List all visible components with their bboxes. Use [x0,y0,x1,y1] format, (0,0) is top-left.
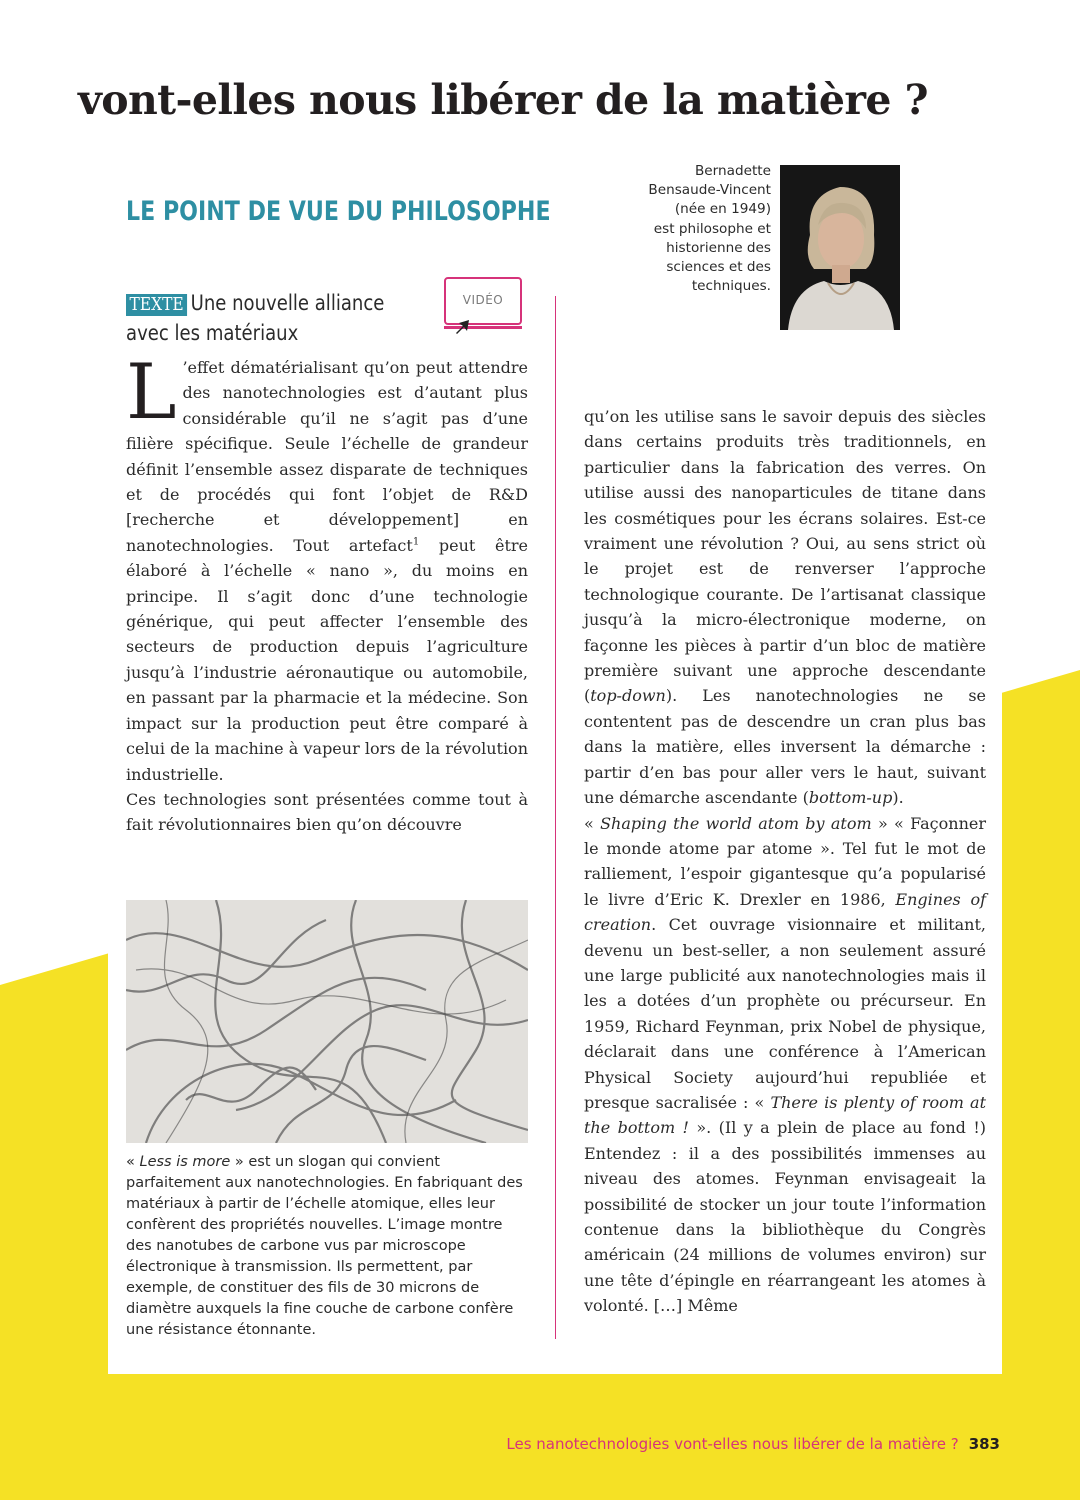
paragraph-text: . Cet ouvrage visionnaire et militant, devenu un best-seller, a non seulement assuré une large publicité aux nanotechnologies mais il les a dotées d’un prophète ou précurseur. En 1959, Richard Feynman, prix Nobel de physique, déclarait dans une conférence à l’American Physical Society aujourd’hui republiée et presque sacralisée : « [584,915,986,1112]
author-portrait [780,165,900,330]
paragraph-text: qu’on les utilise sans le savoir depuis des siècles dans certains produits très traditionnels, en particulier dans la fabrication des verres. On utilise aussi des nanoparticules de titane dans les cosmétiques pour les écrans solaires. Est-ce vraiment une révolution ? Oui, au sens strict où le projet est de renverser l’approche technologique courante. De l’artisanat classique jusqu’à la micro-électronique moderne, on façonne les pièces à partir d’un bloc de matière première suivant une approche descendante ( [584,407,986,706]
text-heading-line1: Une nouvelle alliance [190,291,385,315]
paragraph [584,811,986,1319]
author-line: historienne des [666,239,771,256]
footnote-mark: 1 [412,536,420,548]
paragraph-text: ». (Il y a plein de place au fond !) Entendez : il a des possibilités immenses au niveau des atomes. Feynman envisageait la possibilité de stocker un jour toute l’information contenue dans la bibliothèque du Congrès américain (24 millions de volumes environ) sur une tête d’épingle en réarrangeant les atomes à volonté. […] Même [584,1118,986,1316]
nanotube-micrograph [126,900,528,1143]
footer-title: Les nanotechnologies vont-elles nous libérer de la matière ? [506,1435,959,1453]
drop-cap: L [126,347,177,436]
paragraph: Ces technologies sont présentées comme tout à fait révolutionnaires bien qu’on découvre [126,789,528,835]
paragraph-text: « [584,813,601,833]
italic-term: Shaping the world atom by atom [600,813,872,833]
caption-text: » est un slogan qui convient parfaitement aux nanotechnologies. En fabriquant des matériaux à partir de l’échelle atomique, elles leur confèrent des propriétés nouvelles. L’image montre des nanotubes de carbone vus par microscope électronique à transmission. Ils permettent, par exemple, de constituer des fils de 30 microns de diamètre auxquels la fine couche de carbone confère une résistance étonnante. [126,1154,523,1338]
text-heading-line2: avec les matériaux [126,321,299,345]
paragraph [584,404,986,811]
paragraph-text: ’effet dématérialisant qu’on peut attendre des nanotechnologies est d’autant plus considérable qu’il ne s’agit pas d’une filière spécifique. Seule l’échelle de grandeur définit l’ensemble assez disparate de techniques et de procédés qui font l’objet de R&D [recherche et développement] en nanotechnologies. Tout artefact [126,358,528,555]
author-line: techniques. [691,278,771,295]
paragraph-text: ). Les nanotechnologies ne se contentent pas de descendre un cran plus bas dans la matière, elles inversent la démarche : partir d’en bas pour aller vers le haut, suivant une démarche ascendante ( [584,686,986,808]
video-button-label: VIDÉO [462,293,504,307]
cursor-arrow-icon [454,319,470,335]
photo-caption [126,1152,528,1341]
caption-text: « [126,1154,140,1170]
author-caption [620,162,771,296]
paragraph-text: peut être élaboré à l’échelle « nano », du moins en principe. Il s’agit donc d’une technologie générique, qui peut affecter l’ensemble des secteurs de production depuis l’agriculture jusqu’à l’industrie aéronautique ou automobile, en passant par la pharmacie et la médecine. Son impact sur la production peut être comparé à celui de la machine à vapeur lors de la révolution industrielle. [126,535,528,784]
left-column [126,347,528,838]
column-divider [555,296,556,1339]
author-line: (née en 1949) [674,201,771,218]
page-footer [506,1434,1000,1453]
italic-term: There is plenty of room at the bottom ! [584,1092,987,1138]
page-number: 383 [968,1435,1000,1453]
italic-term: bottom-up [808,788,893,808]
paragraph-text: ). [892,788,904,808]
video-button[interactable] [444,277,522,325]
section-title: LE POINT DE VUE DU PHILOSOPHE [126,196,551,227]
author-line: Bernadette [694,163,771,179]
text-heading [126,288,456,348]
caption-quote: Less is more [139,1154,231,1170]
paragraph-text: » « Façonner le monde atome par atome ». Tel fut le mot de ralliement, l’espoir gigantesque qu’a popularisé le livre d’Eric K. Drexler en 1986, [584,813,986,909]
author-line: sciences et des [666,259,771,276]
author-line: Bensaude-Vincent [648,182,771,199]
page-title: vont-elles nous libérer de la matière ? [78,76,928,124]
texte-badge: TEXTE [126,294,187,316]
italic-term: top-down [590,686,666,706]
right-column [584,404,986,1319]
italic-term: Engines of creation [584,889,987,935]
author-line: est philosophe et [653,220,771,237]
paragraph [126,347,528,787]
